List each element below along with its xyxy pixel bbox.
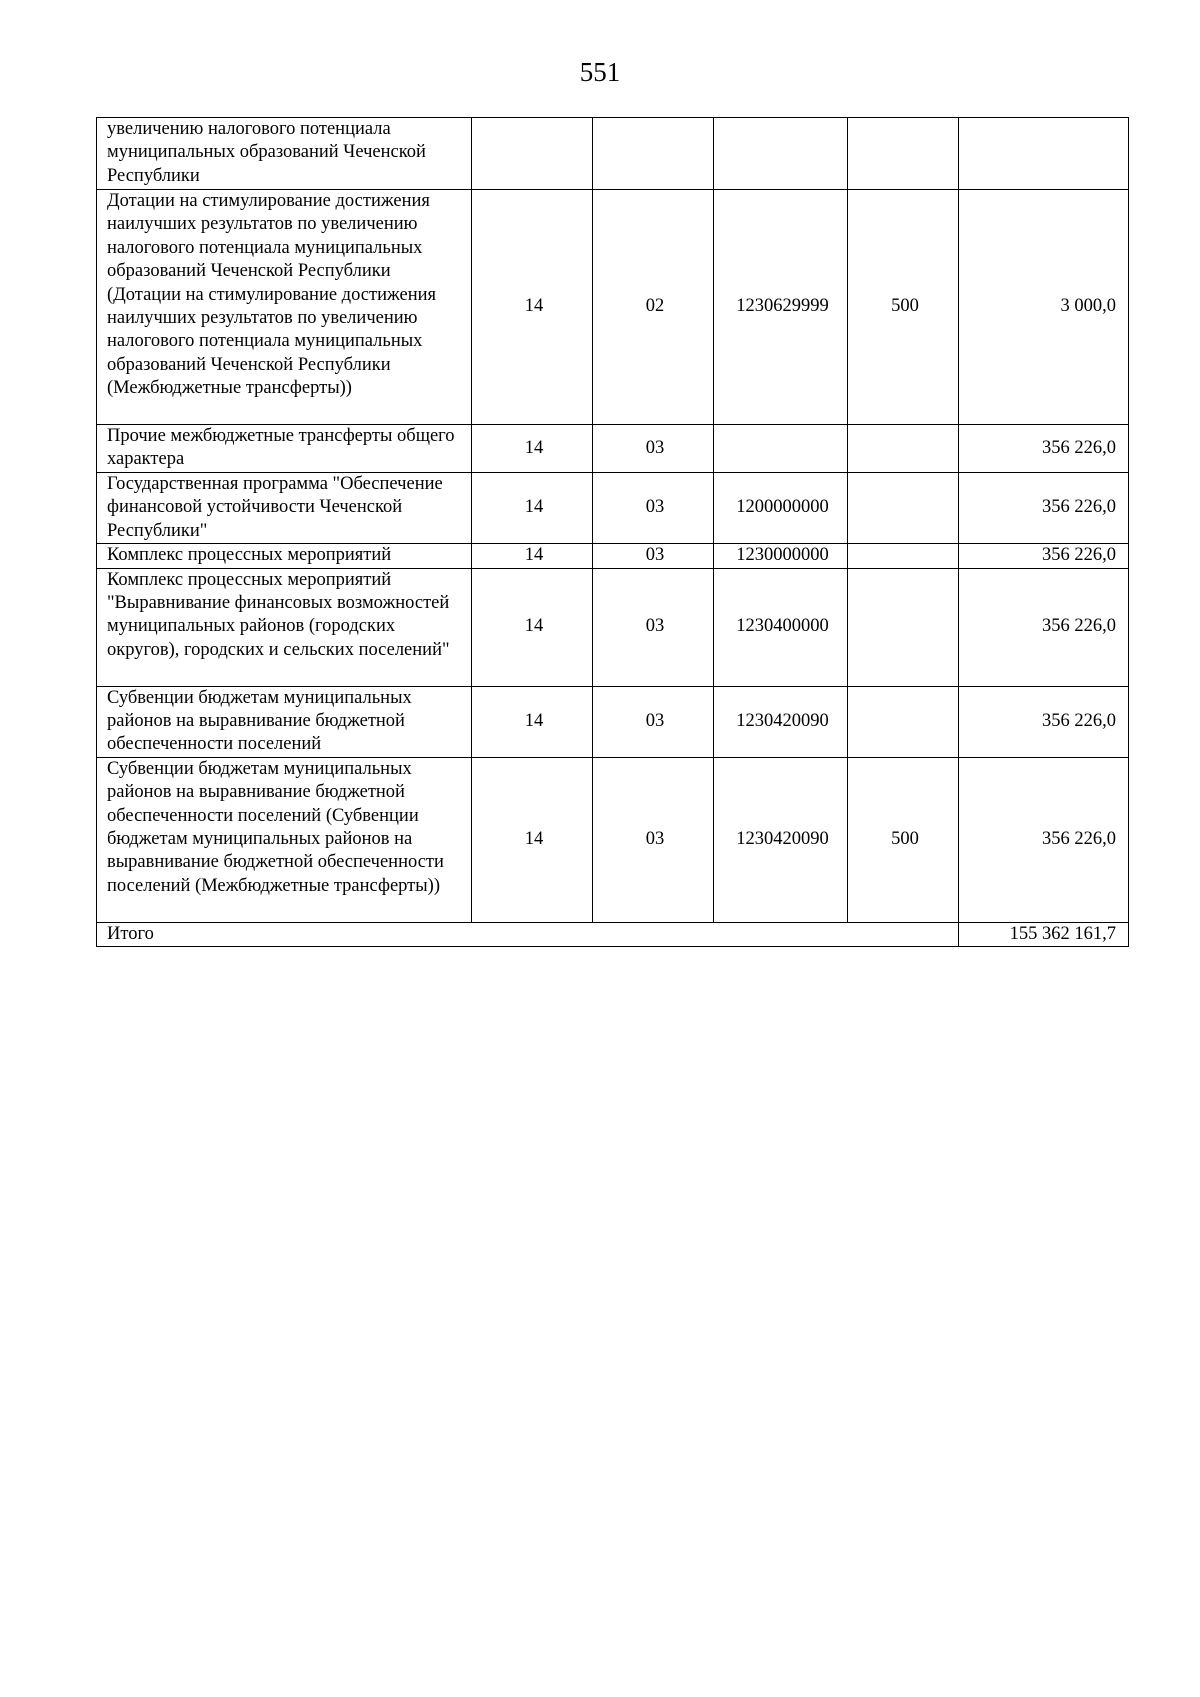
row-name: Субвенции бюджетам муниципальных районов на выравнивание бюджетной обеспеченности поселений (Субвенции бюджетам муниципальных районов на выравнивание бюджетной обеспеченности поселений (Межбюджетные трансферты)) [97,757,472,922]
row-section: 14 [472,190,593,425]
table-row [97,757,1129,922]
row-sum: 3 000,0 [959,190,1129,425]
row-name: Комплекс процессных мероприятий [97,544,472,568]
row-section: 14 [472,686,593,757]
total-label: Итого [97,922,959,946]
row-section: 14 [472,757,593,922]
row-section [472,118,593,190]
row-expense-type [848,425,959,473]
row-name: Дотации на стимулирование достижения наилучших результатов по увеличению налогового потенциала муниципальных образований Чеченской Республики (Дотации на стимулирование достижения наилучших результатов по увеличению налогового потенциала муниципальных образований Чеченской Республики (Межбюджетные трансферты)) [97,190,472,425]
table-row [97,118,1129,190]
table-row [97,425,1129,473]
row-target-article: 1230000000 [714,544,848,568]
row-sum: 356 226,0 [959,757,1129,922]
row-subsection: 03 [593,568,714,686]
row-expense-type [848,118,959,190]
row-expense-type: 500 [848,190,959,425]
total-sum: 155 362 161,7 [959,922,1129,946]
row-sum: 356 226,0 [959,473,1129,544]
row-sum: 356 226,0 [959,686,1129,757]
row-expense-type [848,544,959,568]
row-subsection [593,118,714,190]
row-subsection: 03 [593,686,714,757]
row-target-article: 1200000000 [714,473,848,544]
row-target-article: 1230629999 [714,190,848,425]
row-expense-type [848,473,959,544]
row-name: Прочие межбюджетные трансферты общего характера [97,425,472,473]
row-target-article: 1230420090 [714,757,848,922]
row-subsection: 03 [593,544,714,568]
row-name: увеличению налогового потенциала муниципальных образований Чеченской Республики [97,118,472,190]
row-section: 14 [472,568,593,686]
page-number: 551 [579,57,621,87]
row-expense-type [848,568,959,686]
row-section: 14 [472,425,593,473]
row-sum: 356 226,0 [959,568,1129,686]
budget-table [96,117,1129,947]
table-row [97,568,1129,686]
row-expense-type: 500 [848,757,959,922]
row-subsection: 03 [593,473,714,544]
row-sum: 356 226,0 [959,425,1129,473]
row-subsection: 02 [593,190,714,425]
row-target-article [714,425,848,473]
table-row [97,190,1129,425]
row-name: Государственная программа "Обеспечение финансовой устойчивости Чеченской Республики" [97,473,472,544]
row-name: Комплекс процессных мероприятий "Выравнивание финансовых возможностей муниципальных районов (городских округов), городских и сельских поселений" [97,568,472,686]
row-target-article: 1230400000 [714,568,848,686]
row-sum [959,118,1129,190]
row-subsection: 03 [593,757,714,922]
row-section: 14 [472,544,593,568]
table-row [97,473,1129,544]
table-row [97,544,1129,568]
row-target-article [714,118,848,190]
row-expense-type [848,686,959,757]
row-name: Субвенции бюджетам муниципальных районов на выравнивание бюджетной обеспеченности поселений [97,686,472,757]
total-row [97,922,1129,946]
table-row [97,686,1129,757]
row-sum: 356 226,0 [959,544,1129,568]
row-section: 14 [472,473,593,544]
row-subsection: 03 [593,425,714,473]
row-target-article: 1230420090 [714,686,848,757]
